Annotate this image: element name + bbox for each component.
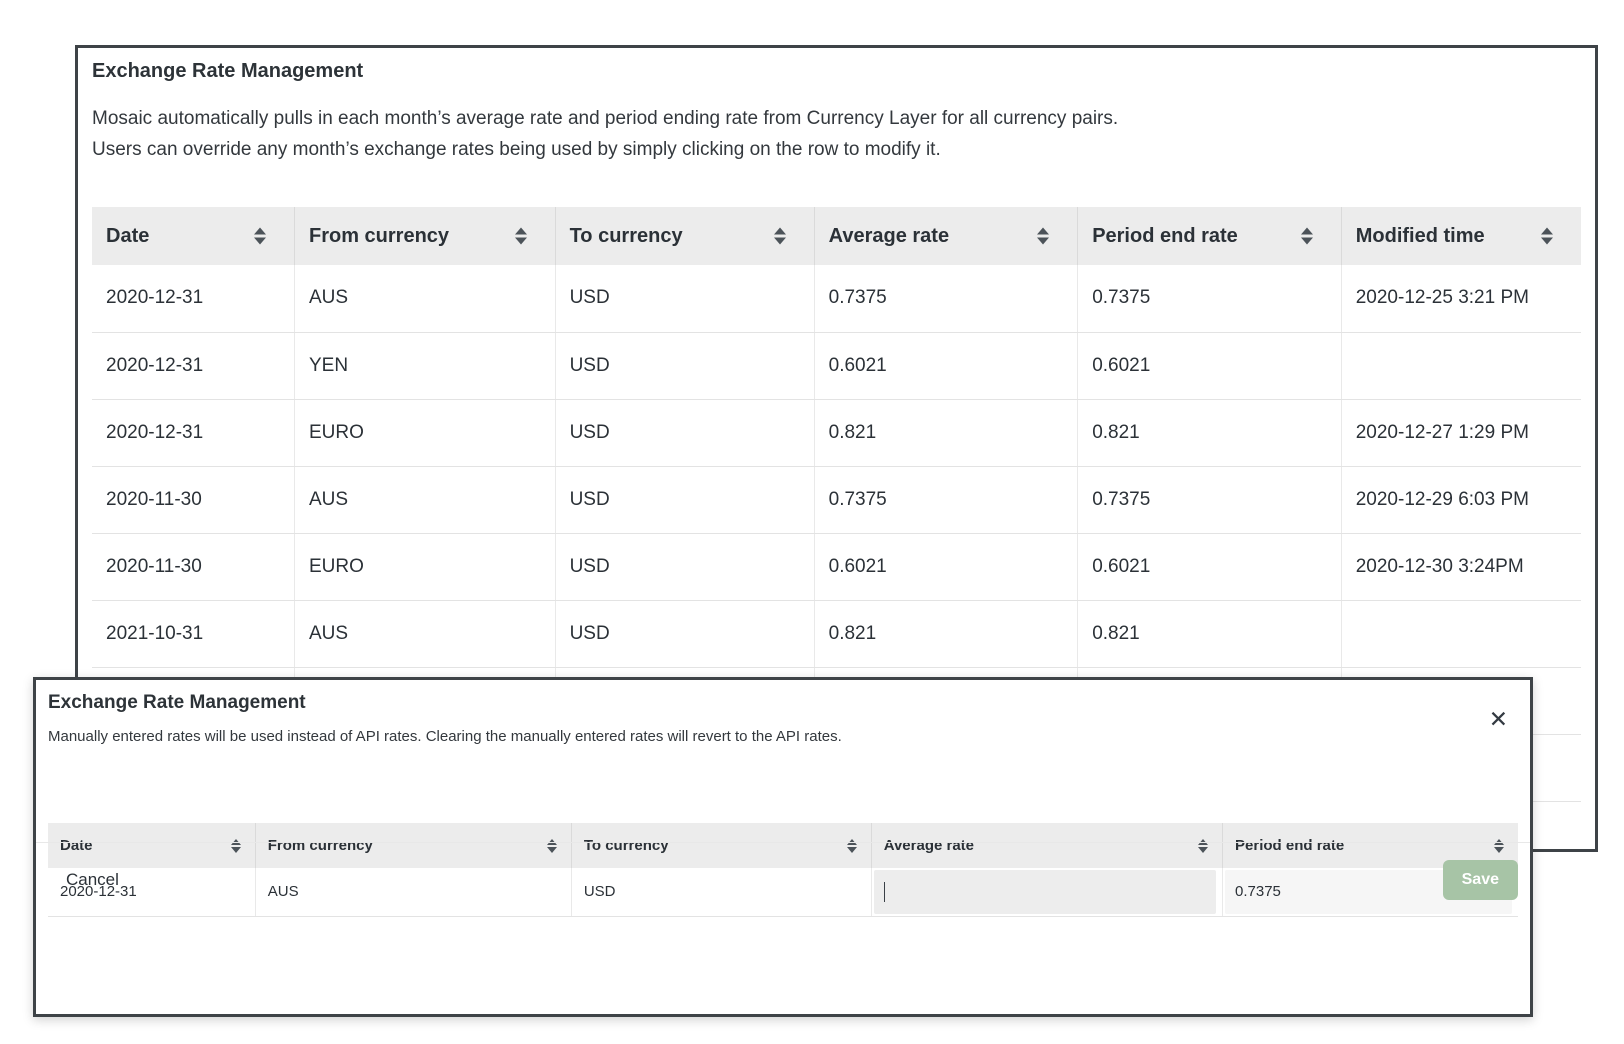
- period-end-rate-value: 0.7375: [1235, 883, 1281, 901]
- cell-modified-time: [1341, 332, 1581, 399]
- cell-average-rate: 0.6021: [814, 332, 1078, 399]
- cell-to-currency: USD: [571, 868, 871, 916]
- description-line-2: Users can override any month’s exchange rates being used by simply clicking on the row to modify it.: [92, 139, 941, 160]
- table-row[interactable]: [92, 533, 1581, 600]
- cell-average-rate: 0.7375: [814, 265, 1078, 332]
- column-header-from-currency[interactable]: [295, 207, 556, 265]
- cell-date: 2020-12-31: [92, 399, 295, 466]
- cell-from-currency: EURO: [295, 399, 556, 466]
- column-header-date[interactable]: [92, 207, 295, 265]
- cell-average-rate: 0.821: [814, 399, 1078, 466]
- table-header-row: [92, 207, 1581, 265]
- cell-to-currency: USD: [555, 600, 814, 667]
- column-label: Date: [106, 224, 150, 247]
- column-label: Period end rate: [1235, 837, 1345, 854]
- cell-period-end-rate: 0.821: [1078, 600, 1342, 667]
- sort-icon[interactable]: [1037, 228, 1049, 245]
- table-row[interactable]: [92, 265, 1581, 332]
- cell-period-end-rate: 0.7375: [1078, 265, 1342, 332]
- cell-date: 2021-10-31: [92, 600, 295, 667]
- table-row[interactable]: [92, 399, 1581, 466]
- sort-icon[interactable]: [515, 228, 527, 245]
- sort-icon[interactable]: [254, 228, 266, 245]
- cell-from-currency: AUS: [295, 466, 556, 533]
- cell-period-end-rate: 0.821: [1078, 399, 1342, 466]
- cell-period-end-rate: 0.7375: [1078, 466, 1342, 533]
- cell-period-end-rate: 0.6021: [1078, 533, 1342, 600]
- cell-to-currency: USD: [555, 533, 814, 600]
- cell-modified-time: 2020-12-29 6:03 PM: [1341, 466, 1581, 533]
- cell-to-currency: USD: [555, 332, 814, 399]
- cell-modified-time: 2020-12-25 3:21 PM: [1341, 265, 1581, 332]
- modal-title: Exchange Rate Management: [48, 692, 306, 713]
- column-label: Average rate: [828, 224, 950, 247]
- modal-footer: [36, 842, 1530, 917]
- cell-to-currency: USD: [555, 399, 814, 466]
- column-header-average-rate[interactable]: [814, 207, 1078, 265]
- cell-date: 2020-11-30: [92, 533, 295, 600]
- column-label: Average rate: [883, 837, 975, 854]
- close-icon[interactable]: ✕: [1488, 706, 1508, 732]
- column-label: Modified time: [1355, 224, 1485, 247]
- column-header-period-end-rate[interactable]: [1078, 207, 1342, 265]
- cell-date: 2020-12-31: [48, 868, 255, 916]
- table-row[interactable]: [92, 466, 1581, 533]
- exchange-rate-edit-modal: [33, 677, 1533, 1017]
- column-label: From currency: [309, 224, 450, 247]
- cancel-button[interactable]: Cancel: [66, 869, 119, 889]
- cell-modified-time: 2020-12-27 1:29 PM: [1341, 399, 1581, 466]
- description-line-1: Mosaic automatically pulls in each month’s average rate and period ending rate from Currency Layer for all currency pairs.: [92, 108, 1119, 129]
- modal-description: Manually entered rates will be used instead of API rates. Clearing the manually entered rates will revert to the API rates.: [48, 728, 842, 745]
- sort-icon[interactable]: [1301, 228, 1313, 245]
- save-button[interactable]: Save: [1443, 860, 1518, 900]
- cell-modified-time: 2020-12-30 3:24PM: [1341, 533, 1581, 600]
- page-title: Exchange Rate Management: [92, 60, 364, 82]
- cell-date: 2020-11-30: [92, 466, 295, 533]
- cell-average-rate: 0.821: [814, 600, 1078, 667]
- sort-icon[interactable]: [774, 228, 786, 245]
- cell-average-rate: 0.7375: [814, 466, 1078, 533]
- cell-from-currency: EURO: [295, 533, 556, 600]
- column-label: Date: [60, 837, 93, 854]
- column-label: From currency: [267, 837, 373, 854]
- column-header-to-currency[interactable]: [555, 207, 814, 265]
- cell-from-currency: AUS: [295, 265, 556, 332]
- column-header-modified-time[interactable]: [1341, 207, 1581, 265]
- cell-period-end-rate: 0.6021: [1078, 332, 1342, 399]
- column-label: Period end rate: [1092, 224, 1238, 247]
- cell-date: 2020-12-31: [92, 265, 295, 332]
- column-label: To currency: [569, 224, 683, 247]
- cell-from-currency: AUS: [295, 600, 556, 667]
- column-label: To currency: [583, 837, 669, 854]
- cell-to-currency: USD: [555, 265, 814, 332]
- table-row[interactable]: [92, 332, 1581, 399]
- cell-date: 2020-12-31: [92, 332, 295, 399]
- cell-modified-time: [1341, 600, 1581, 667]
- panel-description: [92, 103, 1581, 165]
- cell-to-currency: USD: [555, 466, 814, 533]
- table-row[interactable]: [92, 600, 1581, 667]
- cell-from-currency: YEN: [295, 332, 556, 399]
- cell-from-currency: AUS: [255, 868, 571, 916]
- cell-average-rate: 0.6021: [814, 533, 1078, 600]
- sort-icon[interactable]: [1541, 228, 1553, 245]
